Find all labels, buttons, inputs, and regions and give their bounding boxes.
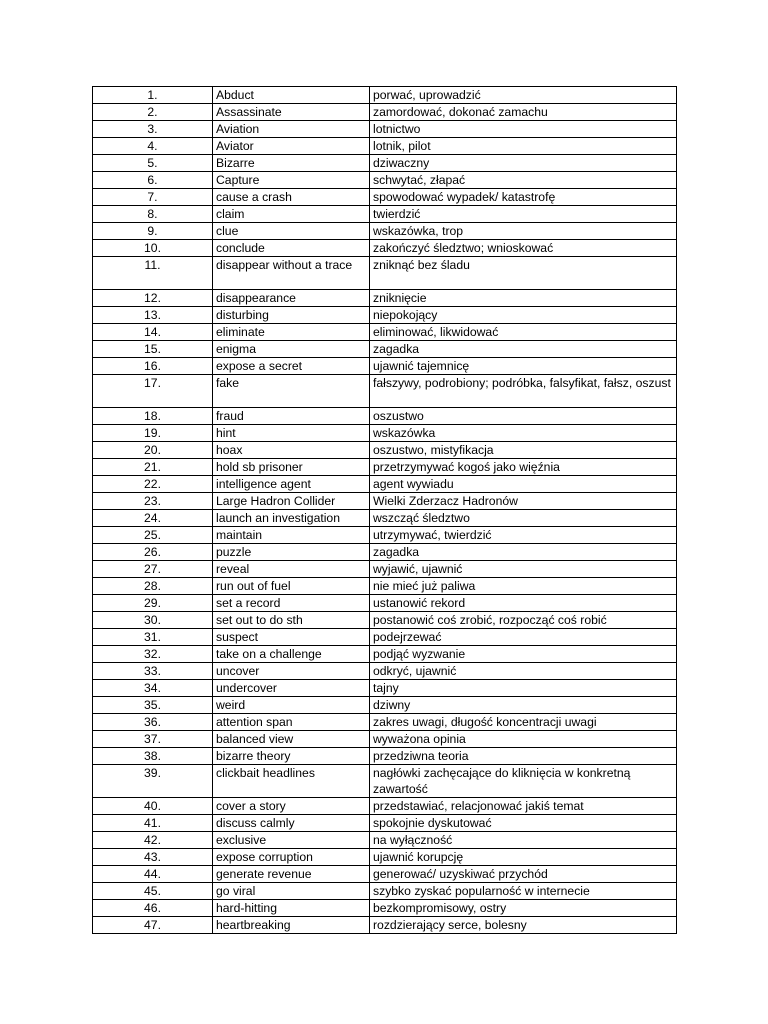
polish-translation: przedziwna teoria (370, 748, 677, 765)
row-number: 45. (93, 883, 213, 900)
english-term: cause a crash (213, 189, 370, 206)
row-number: 8. (93, 206, 213, 223)
row-number: 20. (93, 442, 213, 459)
table-row (93, 849, 677, 866)
row-number: 6. (93, 172, 213, 189)
polish-translation: przedstawiać, relacjonować jakiś temat (370, 798, 677, 815)
polish-translation: dziwny (370, 697, 677, 714)
polish-translation: zagadka (370, 341, 677, 358)
polish-translation: wszcząć śledztwo (370, 510, 677, 527)
polish-translation: oszustwo, mistyfikacja (370, 442, 677, 459)
row-number: 41. (93, 815, 213, 832)
english-term: enigma (213, 341, 370, 358)
english-term: reveal (213, 561, 370, 578)
row-number: 16. (93, 358, 213, 375)
english-term: discuss calmly (213, 815, 370, 832)
english-term: disappearance (213, 290, 370, 307)
row-number: 37. (93, 731, 213, 748)
table-row (93, 527, 677, 544)
table-row (93, 341, 677, 358)
table-row (93, 425, 677, 442)
polish-translation: rozdzierający serce, bolesny (370, 917, 677, 934)
table-row (93, 680, 677, 697)
row-number: 29. (93, 595, 213, 612)
row-number: 43. (93, 849, 213, 866)
polish-translation: oszustwo (370, 408, 677, 425)
english-term: hint (213, 425, 370, 442)
english-term: expose corruption (213, 849, 370, 866)
row-number: 10. (93, 240, 213, 257)
table-row (93, 121, 677, 138)
table-row (93, 476, 677, 493)
table-row (93, 138, 677, 155)
polish-translation: Wielki Zderzacz Hadronów (370, 493, 677, 510)
english-term: Assassinate (213, 104, 370, 121)
polish-translation: schwytać, złapać (370, 172, 677, 189)
english-term: balanced view (213, 731, 370, 748)
table-row (93, 189, 677, 206)
row-number: 12. (93, 290, 213, 307)
row-number: 15. (93, 341, 213, 358)
table-row (93, 223, 677, 240)
row-number: 36. (93, 714, 213, 731)
polish-translation: agent wywiadu (370, 476, 677, 493)
polish-translation: zagadka (370, 544, 677, 561)
english-term: set out to do sth (213, 612, 370, 629)
english-term: intelligence agent (213, 476, 370, 493)
english-term: disturbing (213, 307, 370, 324)
english-term: Large Hadron Collider (213, 493, 370, 510)
english-term: Abduct (213, 87, 370, 104)
row-number: 35. (93, 697, 213, 714)
row-number: 39. (93, 765, 213, 798)
polish-translation: wyważona opinia (370, 731, 677, 748)
polish-translation: podejrzewać (370, 629, 677, 646)
english-term: hard-hitting (213, 900, 370, 917)
table-row (93, 104, 677, 121)
english-term: undercover (213, 680, 370, 697)
row-number: 47. (93, 917, 213, 934)
table-row (93, 307, 677, 324)
polish-translation: twierdzić (370, 206, 677, 223)
english-term: go viral (213, 883, 370, 900)
english-term: set a record (213, 595, 370, 612)
polish-translation: wskazówka, trop (370, 223, 677, 240)
english-term: bizarre theory (213, 748, 370, 765)
row-number: 3. (93, 121, 213, 138)
polish-translation: generować/ uzyskiwać przychód (370, 866, 677, 883)
polish-translation: lotnik, pilot (370, 138, 677, 155)
polish-translation: nie mieć już paliwa (370, 578, 677, 595)
polish-translation: postanowić coś zrobić, rozpocząć coś robić (370, 612, 677, 629)
vocabulary-table-body (93, 87, 677, 934)
table-row (93, 155, 677, 172)
row-number: 46. (93, 900, 213, 917)
polish-translation: spokojnie dyskutować (370, 815, 677, 832)
table-row (93, 358, 677, 375)
polish-translation: zamordować, dokonać zamachu (370, 104, 677, 121)
english-term: eliminate (213, 324, 370, 341)
polish-translation: spowodować wypadek/ katastrofę (370, 189, 677, 206)
polish-translation: zniknąć bez śladu (370, 257, 677, 290)
polish-translation: utrzymywać, twierdzić (370, 527, 677, 544)
table-row (93, 257, 677, 290)
row-number: 5. (93, 155, 213, 172)
english-term: exclusive (213, 832, 370, 849)
row-number: 27. (93, 561, 213, 578)
polish-translation: ujawnić korupcję (370, 849, 677, 866)
english-term: puzzle (213, 544, 370, 561)
vocabulary-table (92, 86, 677, 934)
polish-translation: szybko zyskać popularność w internecie (370, 883, 677, 900)
row-number: 34. (93, 680, 213, 697)
polish-translation: zniknięcie (370, 290, 677, 307)
row-number: 40. (93, 798, 213, 815)
polish-translation: niepokojący (370, 307, 677, 324)
table-row (93, 815, 677, 832)
row-number: 1. (93, 87, 213, 104)
table-row (93, 612, 677, 629)
english-term: suspect (213, 629, 370, 646)
polish-translation: odkryć, ujawnić (370, 663, 677, 680)
table-row (93, 731, 677, 748)
polish-translation: wyjawić, ujawnić (370, 561, 677, 578)
english-term: claim (213, 206, 370, 223)
row-number: 33. (93, 663, 213, 680)
row-number: 26. (93, 544, 213, 561)
table-row (93, 375, 677, 408)
table-row (93, 900, 677, 917)
table-row (93, 324, 677, 341)
table-row (93, 883, 677, 900)
english-term: fake (213, 375, 370, 408)
english-term: take on a challenge (213, 646, 370, 663)
row-number: 44. (93, 866, 213, 883)
english-term: attention span (213, 714, 370, 731)
polish-translation: zakończyć śledztwo; wnioskować (370, 240, 677, 257)
table-row (93, 663, 677, 680)
table-row (93, 459, 677, 476)
polish-translation: porwać, uprowadzić (370, 87, 677, 104)
table-row (93, 832, 677, 849)
english-term: Aviator (213, 138, 370, 155)
polish-translation: eliminować, likwidować (370, 324, 677, 341)
table-row (93, 917, 677, 934)
polish-translation: wskazówka (370, 425, 677, 442)
polish-translation: nagłówki zachęcające do kliknięcia w konkretną zawartość (370, 765, 677, 798)
table-row (93, 866, 677, 883)
table-row (93, 493, 677, 510)
english-term: generate revenue (213, 866, 370, 883)
english-term: clickbait headlines (213, 765, 370, 798)
row-number: 18. (93, 408, 213, 425)
row-number: 32. (93, 646, 213, 663)
english-term: heartbreaking (213, 917, 370, 934)
row-number: 9. (93, 223, 213, 240)
english-term: conclude (213, 240, 370, 257)
table-row (93, 697, 677, 714)
row-number: 42. (93, 832, 213, 849)
table-row (93, 87, 677, 104)
row-number: 22. (93, 476, 213, 493)
row-number: 38. (93, 748, 213, 765)
table-row (93, 206, 677, 223)
row-number: 4. (93, 138, 213, 155)
english-term: disappear without a trace (213, 257, 370, 290)
english-term: clue (213, 223, 370, 240)
table-row (93, 510, 677, 527)
english-term: fraud (213, 408, 370, 425)
polish-translation: bezkompromisowy, ostry (370, 900, 677, 917)
english-term: weird (213, 697, 370, 714)
polish-translation: dziwaczny (370, 155, 677, 172)
polish-translation: ustanowić rekord (370, 595, 677, 612)
polish-translation: podjąć wyzwanie (370, 646, 677, 663)
table-row (93, 595, 677, 612)
table-row (93, 544, 677, 561)
row-number: 24. (93, 510, 213, 527)
polish-translation: lotnictwo (370, 121, 677, 138)
english-term: maintain (213, 527, 370, 544)
row-number: 7. (93, 189, 213, 206)
polish-translation: tajny (370, 680, 677, 697)
table-row (93, 290, 677, 307)
polish-translation: fałszywy, podrobiony; podróbka, falsyfikat, fałsz, oszust (370, 375, 677, 408)
english-term: uncover (213, 663, 370, 680)
english-term: cover a story (213, 798, 370, 815)
table-row (93, 646, 677, 663)
row-number: 11. (93, 257, 213, 290)
table-row (93, 765, 677, 798)
row-number: 14. (93, 324, 213, 341)
polish-translation: przetrzymywać kogoś jako więźnia (370, 459, 677, 476)
table-row (93, 578, 677, 595)
english-term: launch an investigation (213, 510, 370, 527)
table-row (93, 561, 677, 578)
english-term: run out of fuel (213, 578, 370, 595)
polish-translation: zakres uwagi, długość koncentracji uwagi (370, 714, 677, 731)
english-term: hold sb prisoner (213, 459, 370, 476)
table-row (93, 408, 677, 425)
row-number: 25. (93, 527, 213, 544)
row-number: 2. (93, 104, 213, 121)
english-term: hoax (213, 442, 370, 459)
table-row (93, 172, 677, 189)
polish-translation: ujawnić tajemnicę (370, 358, 677, 375)
row-number: 23. (93, 493, 213, 510)
table-row (93, 798, 677, 815)
table-row (93, 714, 677, 731)
table-row (93, 629, 677, 646)
english-term: Aviation (213, 121, 370, 138)
english-term: Bizarre (213, 155, 370, 172)
polish-translation: na wyłączność (370, 832, 677, 849)
row-number: 13. (93, 307, 213, 324)
english-term: expose a secret (213, 358, 370, 375)
table-row (93, 748, 677, 765)
english-term: Capture (213, 172, 370, 189)
row-number: 31. (93, 629, 213, 646)
table-row (93, 442, 677, 459)
row-number: 19. (93, 425, 213, 442)
row-number: 30. (93, 612, 213, 629)
row-number: 21. (93, 459, 213, 476)
table-row (93, 240, 677, 257)
row-number: 17. (93, 375, 213, 408)
row-number: 28. (93, 578, 213, 595)
